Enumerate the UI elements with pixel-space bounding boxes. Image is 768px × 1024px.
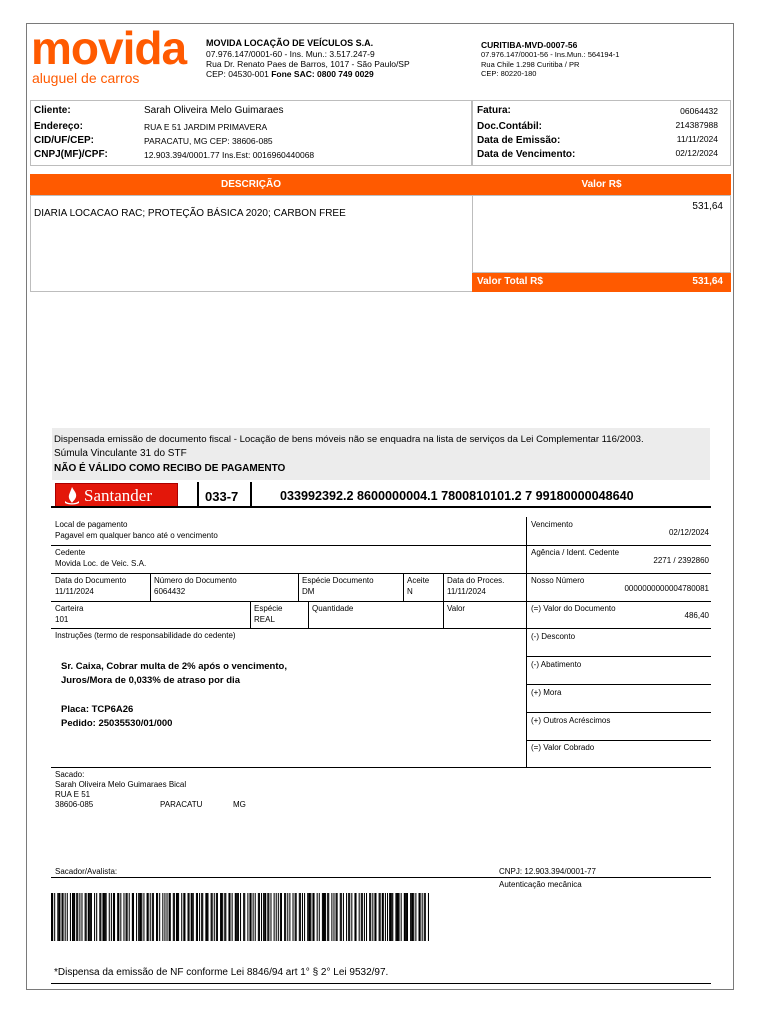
item-description: DIARIA LOCACAO RAC; PROTEÇÃO BÁSICA 2020; CARBON FREE (34, 208, 346, 219)
instrucao-line1: Sr. Caixa, Cobrar multa de 2% após o vencimento, (61, 661, 287, 672)
notice-line3: NÃO É VÁLIDO COMO RECIBO DE PAGAMENTO (54, 463, 286, 474)
outros-label: (+) Outros Acréscimos (531, 716, 611, 725)
divider (250, 482, 252, 506)
emissao-value: 11/11/2024 (676, 134, 718, 144)
company-line1: 07.976.147/0001-60 - Ins. Mun.: 3.517.247-9 (206, 49, 375, 59)
mora-label: (+) Mora (531, 688, 562, 697)
endereco-label: Endereço: (34, 121, 83, 132)
grid-line (51, 601, 711, 602)
grid-line (526, 656, 711, 657)
sacado-name: Sarah Oliveira Melo Guimaraes Bical (55, 780, 187, 789)
company-line2: Rua Dr. Renato Paes de Barros, 1017 - São Paulo/SP (206, 59, 410, 69)
especie-doc-label: Espécie Documento (302, 576, 374, 585)
cnpj-label: CNPJ(MF)/CPF: (34, 149, 108, 160)
grid-line (250, 601, 251, 628)
num-doc-label: Número do Documento (154, 576, 237, 585)
branch-info (481, 40, 721, 79)
barcode (51, 893, 431, 941)
santander-wordmark: Santander (84, 486, 152, 505)
grid-line (51, 545, 711, 546)
carteira-label: Carteira (55, 604, 84, 613)
footer-note: *Dispensa da emissão de NF conforme Lei 8846/94 art 1° § 2° Lei 9532/97. (54, 967, 389, 978)
fatura-label: Fatura: (477, 105, 511, 116)
cedente-value: Movida Loc. de Veic. S.A. (55, 559, 147, 568)
vencimento-label: Data de Vencimento: (477, 149, 576, 160)
grid-line (403, 573, 404, 601)
sacado-uf: MG (233, 800, 246, 809)
emissao-label: Data de Emissão: (477, 135, 561, 146)
cliente-value: Sarah Oliveira Melo Guimaraes (144, 105, 284, 116)
grid-line (51, 983, 711, 984)
instrucao-line2: Juros/Mora de 0,033% de atraso por dia (61, 675, 240, 686)
grid-line (526, 740, 711, 741)
cobrado-label: (=) Valor Cobrado (531, 743, 595, 752)
company-name: MOVIDA LOCAÇÃO DE VEÍCULOS S.A. (206, 38, 374, 48)
autenticacao: Autenticação mecânica (499, 880, 582, 889)
grid-line (443, 601, 444, 628)
invoice-page (26, 23, 734, 990)
branch-code: CURITIBA-MVD-0007-56 (481, 40, 578, 50)
valor-header: Valor R$ (581, 179, 622, 190)
nosso-numero-label: Nosso Número (531, 576, 585, 585)
especie-label: Espécie (254, 604, 283, 613)
valor-doc-label: (=) Valor do Documento (531, 604, 616, 613)
branch-line2: Rua Chile 1.298 Curitiba / PR (481, 59, 580, 69)
desconto-label: (-) Desconto (531, 632, 576, 641)
sacado-address: RUA E 51 (55, 790, 91, 799)
sacado-cep: 38606-085 (55, 800, 94, 809)
aceite-label: Aceite (407, 576, 430, 585)
pedido: Pedido: 25035530/01/000 (61, 718, 173, 729)
data-doc-label: Data do Documento (55, 576, 127, 585)
bank-code: 033-7 (205, 489, 239, 504)
branch-line3: CEP: 80220-180 (481, 69, 537, 78)
carteira-value: 101 (55, 615, 69, 624)
data-proc-label: Data do Proces. (447, 576, 505, 585)
avalista-label: Sacador/Avalista: (55, 867, 118, 876)
grid-line (308, 601, 309, 628)
grid-line (526, 684, 711, 685)
data-doc-value: 11/11/2024 (55, 587, 94, 596)
cid-label: CID/UF/CEP: (34, 135, 94, 146)
local-label: Local de pagamento (55, 520, 128, 529)
cnpj-value: 12.903.394/0001.77 Ins.Est: 0016960440068 (144, 150, 315, 160)
endereco-value: RUA E 51 JARDIM PRIMAVERA (144, 122, 268, 132)
divider (197, 482, 199, 506)
grid-line (150, 573, 151, 601)
boleto-top-line (51, 506, 711, 508)
item-value: 531,64 (692, 201, 723, 212)
santander-logo (55, 483, 178, 507)
sacado-label: Sacado: (55, 770, 85, 779)
cedente-label: Cedente (55, 548, 86, 557)
placa: Placa: TCP6A26 (61, 704, 134, 715)
cnpj-boleto: CNPJ: 12.903.394/0001-77 (499, 867, 596, 876)
valor-doc-value: 486,40 (684, 611, 709, 620)
logo-wordmark: movida (31, 22, 187, 74)
local-value: Pagavel em qualquer banco até o vencimento (55, 531, 218, 540)
nosso-numero-value: 0000000000004780081 (624, 584, 709, 593)
num-doc-value: 6064432 (154, 587, 186, 596)
branch-line1: 07.976.147/0001-56 - Ins.Mun.: 564194-1 (481, 50, 620, 59)
grid-line (298, 573, 299, 601)
linha-digitavel: 033992392.2 8600000004.1 7800810101.2 7 99180000048640 (280, 489, 634, 503)
grid-line (526, 712, 711, 713)
total-label: Valor Total R$ (477, 276, 543, 287)
cid-value: PARACATU, MG CEP: 38606-085 (144, 136, 273, 146)
agencia-label: Agência / Ident. Cedente (531, 548, 620, 557)
company-cep: CEP: 04530-001 (206, 69, 269, 79)
agencia-value: 2271 / 2392860 (653, 556, 709, 565)
notice-line2: Súmula Vinculante 31 do STF (54, 448, 187, 459)
flame-icon (62, 486, 82, 506)
total-value: 531,64 (692, 276, 723, 287)
especie-value: REAL (254, 615, 275, 624)
doc-contabil-label: Doc.Contábil: (477, 121, 542, 132)
quantidade-label: Quantidade (312, 604, 354, 613)
descricao-header: DESCRIÇÃO (220, 179, 281, 190)
grid-line (51, 877, 711, 878)
aceite-value: N (407, 587, 413, 596)
valor-label: Valor (447, 604, 466, 613)
doc-contabil-value: 214387988 (675, 120, 718, 130)
fatura-value: 06064432 (680, 106, 718, 116)
abatimento-label: (-) Abatimento (531, 660, 582, 669)
movida-logo (31, 22, 199, 88)
data-proc-value: 11/11/2024 (447, 587, 486, 596)
instrucoes-label: Instruções (termo de responsabilidade do cedente) (55, 631, 236, 640)
grid-line (526, 517, 527, 768)
grid-line (443, 573, 444, 601)
cliente-label: Cliente: (34, 105, 71, 116)
grid-line (51, 628, 711, 629)
notice-line1: Dispensada emissão de documento fiscal - Locação de bens móveis não se enquadra na lista de serviços da Lei Complementar 116/2003. (54, 434, 644, 445)
vencimento-box-label: Vencimento (531, 520, 573, 529)
vencimento-value: 02/12/2024 (675, 148, 718, 158)
company-info (206, 38, 466, 79)
especie-doc-value: DM (302, 587, 315, 596)
logo-tagline: aluguel de carros (32, 70, 140, 86)
sacado-city: PARACATU (160, 800, 203, 809)
grid-line (51, 767, 711, 768)
company-phone: Fone SAC: 0800 749 0029 (271, 69, 374, 79)
vencimento-box-value: 02/12/2024 (668, 528, 709, 537)
